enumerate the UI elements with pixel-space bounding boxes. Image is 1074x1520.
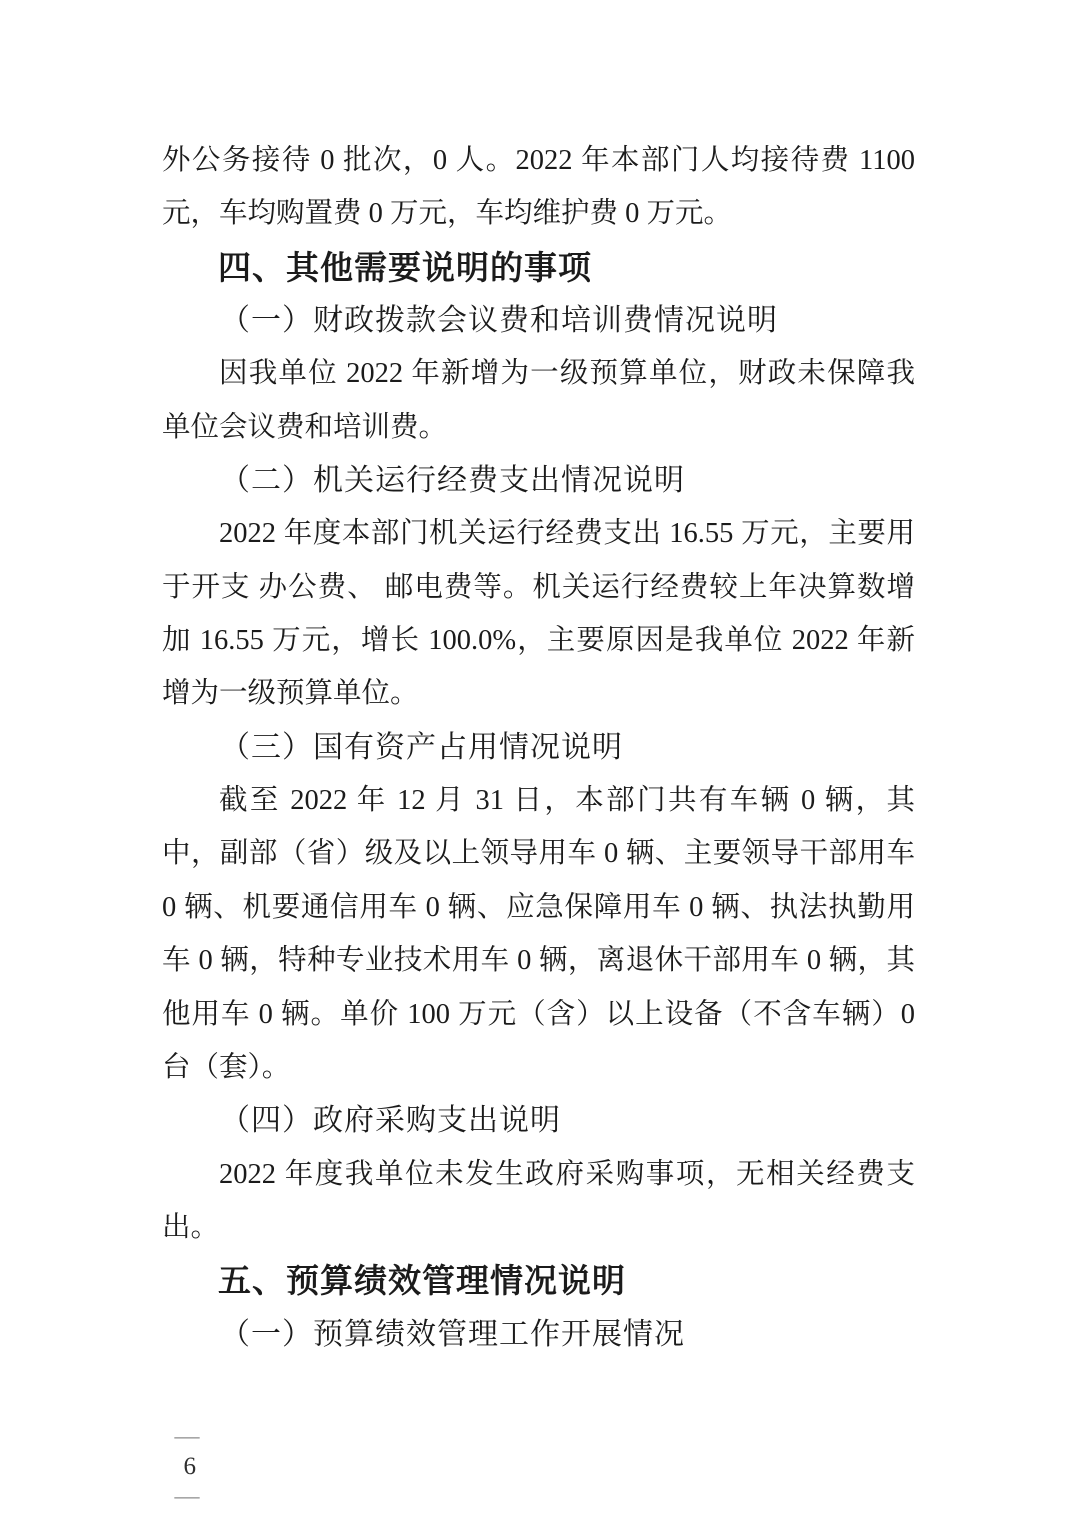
paragraph-line: 中，副部（省）级及以上领导用车 0 辆、主要领导干部用车 bbox=[162, 838, 915, 870]
section-heading: 五、预算绩效管理情况说明 bbox=[218, 1262, 626, 1300]
paragraph-line: 元，车均购置费 0 万元，车均维护费 0 万元。 bbox=[162, 198, 733, 230]
paragraph-line: 单位会议费和培训费。 bbox=[162, 411, 448, 443]
paragraph-line: 加 16.55 万元，增长 100.0%，主要原因是我单位 2022 年新 bbox=[162, 625, 915, 657]
subsection-heading: （二）机关运行经费支出情况说明 bbox=[220, 464, 685, 498]
paragraph-line: 外公务接待 0 批次，0 人。2022 年本部门人均接待费 1100 bbox=[162, 145, 915, 176]
page-number: 6 bbox=[183, 1453, 196, 1480]
subsection-heading: （三）国有资产占用情况说明 bbox=[220, 730, 623, 764]
footer-dash-right: — bbox=[174, 1483, 200, 1510]
document-body bbox=[162, 134, 915, 1361]
paragraph-line: 车 0 辆，特种专业技术用车 0 辆，离退休干部用车 0 辆，其 bbox=[162, 945, 915, 977]
paragraph-line: 截至 2022 年 12 月 31 日，本部门共有车辆 0 辆，其 bbox=[219, 785, 915, 817]
subsection-heading: （一）财政拨款会议费和培训费情况说明 bbox=[220, 304, 778, 338]
subsection-heading: （四）政府采购支出说明 bbox=[220, 1104, 561, 1138]
paragraph-line: 于开支 办公费、 邮电费等。机关运行经费较上年决算数增 bbox=[162, 571, 915, 603]
page-footer bbox=[162, 1392, 205, 1512]
subsection-heading: （一）预算绩效管理工作开展情况 bbox=[220, 1317, 685, 1351]
paragraph-line: 增为一级预算单位。 bbox=[162, 678, 419, 710]
paragraph-line: 因我单位 2022 年新增为一级预算单位，财政未保障我 bbox=[219, 358, 915, 390]
paragraph-line: 2022 年度我单位未发生政府采购事项，无相关经费支 bbox=[219, 1158, 915, 1190]
paragraph-line: 2022 年度本部门机关运行经费支出 16.55 万元，主要用 bbox=[219, 518, 915, 550]
paragraph-line: 0 辆、机要通信用车 0 辆、应急保障用车 0 辆、执法执勤用 bbox=[162, 891, 915, 923]
paragraph-line: 台（套）。 bbox=[162, 1051, 291, 1083]
paragraph-line: 出。 bbox=[162, 1211, 220, 1243]
section-heading: 四、其他需要说明的事项 bbox=[218, 248, 592, 286]
footer-dash-left: — bbox=[174, 1423, 200, 1450]
paragraph-line: 他用车 0 辆。单价 100 万元（含）以上设备（不含车辆）0 bbox=[162, 998, 915, 1030]
